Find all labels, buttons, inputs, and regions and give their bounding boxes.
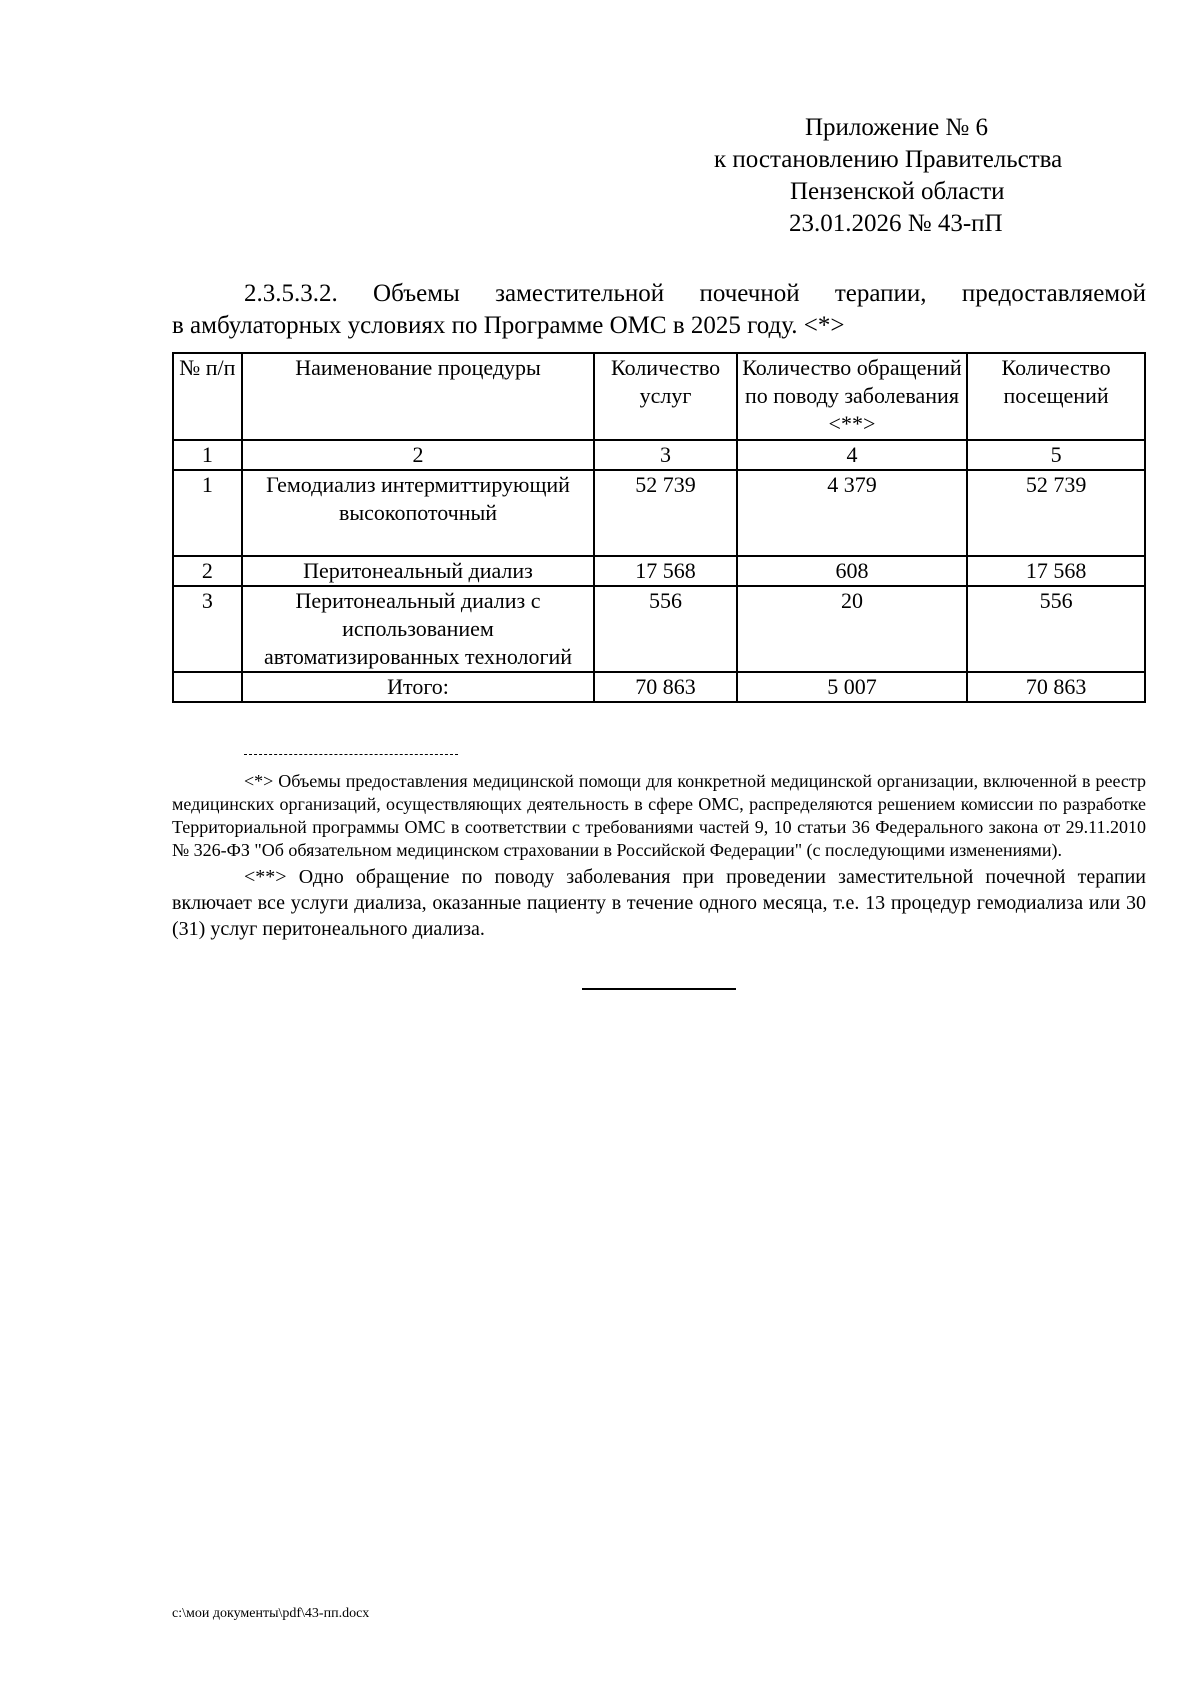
row-procedure-name: Гемодиализ интермиттирующий высокопоточный — [242, 470, 595, 556]
footnote-2: <**> Одно обращение по поводу заболевания при проведении заместительной почечной терапии включает все услуги диализа, оказанные пациенту в течение одного месяца, т.е. 13 процедур гемодиализа или 30 (31) услуг перитонеального диализа. — [172, 866, 1146, 940]
row-num: 1 — [173, 470, 242, 556]
end-of-document-rule — [582, 988, 736, 990]
row-disease-visits: 20 — [737, 586, 967, 672]
total-services: 70 863 — [594, 672, 736, 702]
row-disease-visits: 608 — [737, 556, 967, 586]
row-services: 17 568 — [594, 556, 736, 586]
row-num: 2 — [173, 556, 242, 586]
appendix-region: Пензенской области — [790, 178, 1005, 205]
header-disease-visits-count: Количество обращений по поводу заболевания <**> — [737, 353, 967, 440]
header-services-count: Количество услуг — [594, 353, 736, 440]
appendix-resolution: к постановлению Правительства — [714, 146, 1063, 173]
header-procedure-name: Наименование процедуры — [242, 353, 595, 440]
row-visits: 52 739 — [967, 470, 1145, 556]
row-procedure-name: Перитонеальный диализ с использованием автоматизированных технологий — [242, 586, 595, 672]
section-title — [172, 278, 1146, 342]
table-total-row — [173, 672, 1145, 702]
header-num: № п/п — [173, 353, 242, 440]
row-visits: 17 568 — [967, 556, 1145, 586]
footnotes — [172, 770, 1146, 942]
column-number: 3 — [594, 440, 736, 470]
table-row — [173, 470, 1145, 556]
column-numbers-row — [173, 440, 1145, 470]
row-visits: 556 — [967, 586, 1145, 672]
row-procedure-name: Перитонеальный диализ — [242, 556, 595, 586]
column-number: 5 — [967, 440, 1145, 470]
therapy-volume-table — [172, 352, 1146, 703]
footnote-1: <*> Объемы предоставления медицинской помощи для конкретной медицинской организации, включенной в реестр медицинских организаций, осуществляющих деятельность в сфере ОМС, распределяются решением комиссии по разработке Территориальной программы ОМС в соответствии с требованиями частей 9, 10 статьи 36 Федерального закона от 29.11.2010 № 326-ФЗ "Об обязательном медицинском страховании в Российской Федерации" (с последующими изменениями). — [172, 771, 1146, 860]
column-number: 4 — [737, 440, 967, 470]
table-header-row — [173, 353, 1145, 440]
appendix-number: Приложение № 6 — [805, 114, 989, 141]
file-path: c:\мои документы\pdf\43-пп.docx — [172, 1606, 370, 1621]
appendix-date-number: 23.01.2026 № 43-пП — [789, 210, 1003, 237]
total-num — [173, 672, 242, 702]
header-visits-count: Количество посещений — [967, 353, 1145, 440]
footnote-separator — [244, 754, 458, 755]
row-disease-visits: 4 379 — [737, 470, 967, 556]
row-num: 3 — [173, 586, 242, 672]
appendix-header — [660, 112, 1180, 240]
section-title-line2: в амбулаторных условиях по Программе ОМС в 2025 году. <*> — [172, 312, 845, 339]
table-row — [173, 556, 1145, 586]
table-row — [173, 586, 1145, 672]
row-services: 556 — [594, 586, 736, 672]
total-visits: 70 863 — [967, 672, 1145, 702]
row-services: 52 739 — [594, 470, 736, 556]
column-number: 2 — [242, 440, 595, 470]
section-title-line1: 2.3.5.3.2. Объемы заместительной почечной терапии, предоставляемой — [244, 280, 1146, 307]
total-disease-visits: 5 007 — [737, 672, 967, 702]
total-label: Итого: — [242, 672, 595, 702]
column-number: 1 — [173, 440, 242, 470]
